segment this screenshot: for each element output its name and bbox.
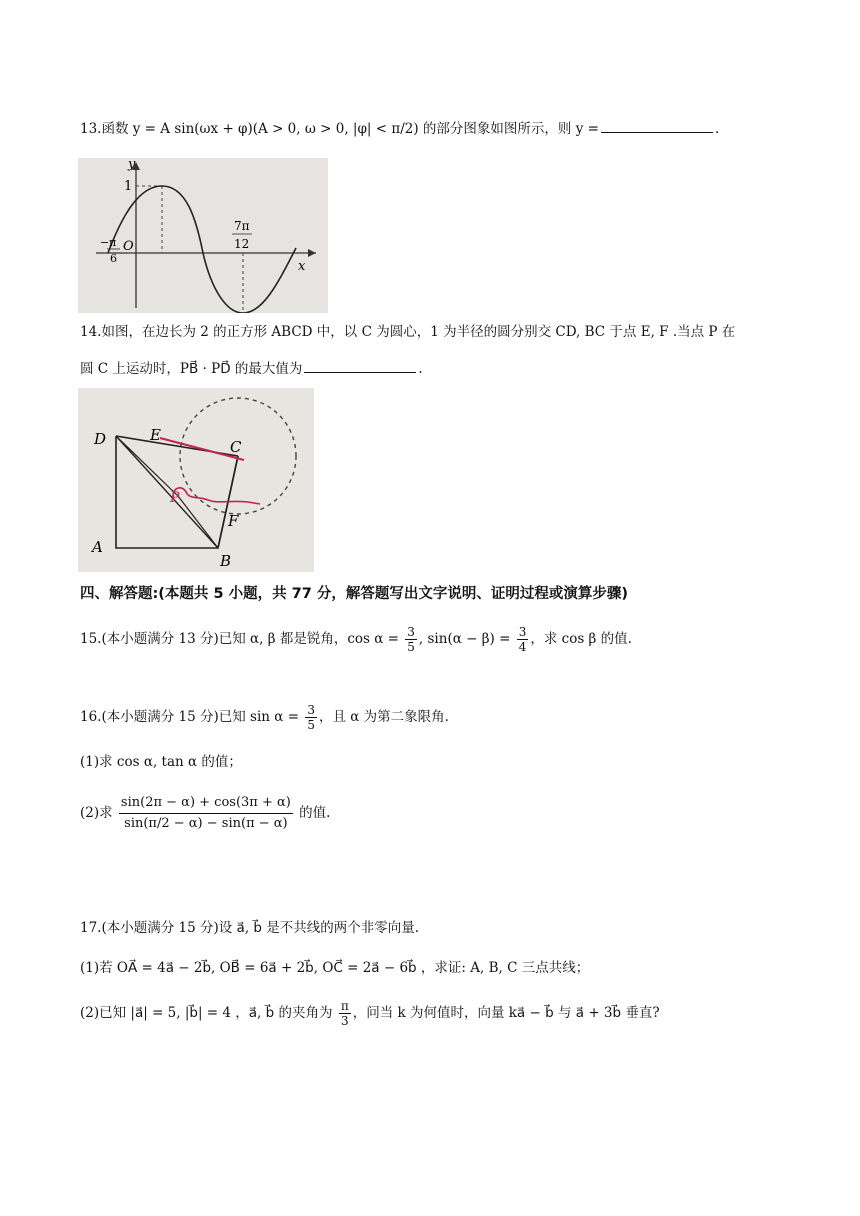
left-tick-denominator: 6 xyxy=(110,252,117,265)
q16-part2-fraction: $\frac{\sin(2\pi - \alpha) + \cos(3\pi + \alpha)}{\sin(\pi/2 - \alpha) - \sin(\pi - \alpha)}$ xyxy=(120,795,291,831)
q17-part1: (1)若 OA⃗ = 4a⃗ − 2b⃗, OB⃗ = 6a⃗ + 2b⃗, OC⃗ = 2a⃗ − 6b⃗ ，求证: A, B, C 三点共线； xyxy=(80,960,590,976)
q13-stem: 13.函数 y = A sin(ωx + φ)(A > 0, ω > 0, |φ| < π/2) 的部分图象如图所示，则 y = xyxy=(80,121,599,137)
y-axis-label: y xyxy=(128,158,136,172)
q14-line2: 圆 C 上运动时，PB⃗ · PD⃗ 的最大值为 . xyxy=(80,358,423,379)
square-circle-diagram xyxy=(78,388,314,572)
label-A: A xyxy=(92,538,103,556)
sine-graph xyxy=(78,158,328,313)
q14-line1: 14.如图，在边长为 2 的正方形 ABCD 中，以 C 为圆心，1 为半径的圆分别交 CD, BC 于点 E, F .当点 P 在 xyxy=(80,324,736,340)
q15-frac-cos: $\frac{3}{5}$ xyxy=(407,625,415,654)
q16-part1: (1)求 cos α, tan α 的值； xyxy=(80,754,242,770)
label-D: D xyxy=(94,430,107,448)
q16-part2: (2)求 $\frac{\sin(2\pi - \alpha) + \cos(3\pi + \alpha)}{\sin(\pi/2 - \alpha) - \sin(\pi - \alpha)}$ 的值. xyxy=(80,790,330,836)
q14-answer-blank xyxy=(304,358,416,373)
label-C: C xyxy=(230,438,242,456)
label-B: B xyxy=(220,552,232,570)
label-P: P xyxy=(170,490,180,506)
right-tick-denominator: 12 xyxy=(234,237,250,251)
q17-part2: (2)已知 |a⃗| = 5, |b⃗| = 4 ，a⃗, b⃗ 的夹角为 $\frac{\pi}{3}$ ，问当 k 为何值时，向量 ka⃗ − b⃗ 与 a⃗ + 3b⃗ 垂直? xyxy=(80,999,660,1028)
left-tick-sign: − xyxy=(100,236,110,249)
origin-label: O xyxy=(123,239,134,254)
q15-text: 15.(本小题满分 13 分)已知 α, β 都是锐角，cos α = $\frac{3}{5}$ , sin(α − β) = $\frac{3}{4}$ ，求 cos β 的值. xyxy=(80,625,632,654)
q16-text: 16.(本小题满分 15 分)已知 sin α = $\frac{3}{5}$ ，且 α 为第二象限角. xyxy=(80,703,449,732)
q14-stem: 圆 C 上运动时，PB⃗ · PD⃗ 的最大值为 xyxy=(80,361,303,377)
q14-square-figure xyxy=(78,388,314,572)
q13-answer-blank xyxy=(601,118,713,133)
label-E: E xyxy=(150,426,161,444)
label-F: F xyxy=(228,512,239,530)
right-tick-numerator: 7π xyxy=(234,219,250,233)
x-axis-label: x xyxy=(298,259,306,274)
q13-graph-figure xyxy=(78,158,328,313)
q16-frac-sin: $\frac{3}{5}$ xyxy=(307,703,315,732)
peak-label: 1 xyxy=(124,179,133,194)
section-4-heading: 四、解答题:(本题共 5 小题，共 77 分，解答题写出文字说明、证明过程或演算步骤) xyxy=(80,586,629,602)
q17-intro: 17.(本小题满分 15 分)设 a⃗, b⃗ 是不共线的两个非零向量. xyxy=(80,920,420,936)
q17-frac-angle: $\frac{\pi}{3}$ xyxy=(340,999,349,1028)
q13-text: 13.函数 y = A sin(ωx + φ)(A > 0, ω > 0, |φ| < π/2) 的部分图象如图所示，则 y = . xyxy=(80,118,719,139)
left-tick-numerator: π xyxy=(109,236,117,249)
q15-frac-sin: $\frac{3}{4}$ xyxy=(518,625,527,654)
